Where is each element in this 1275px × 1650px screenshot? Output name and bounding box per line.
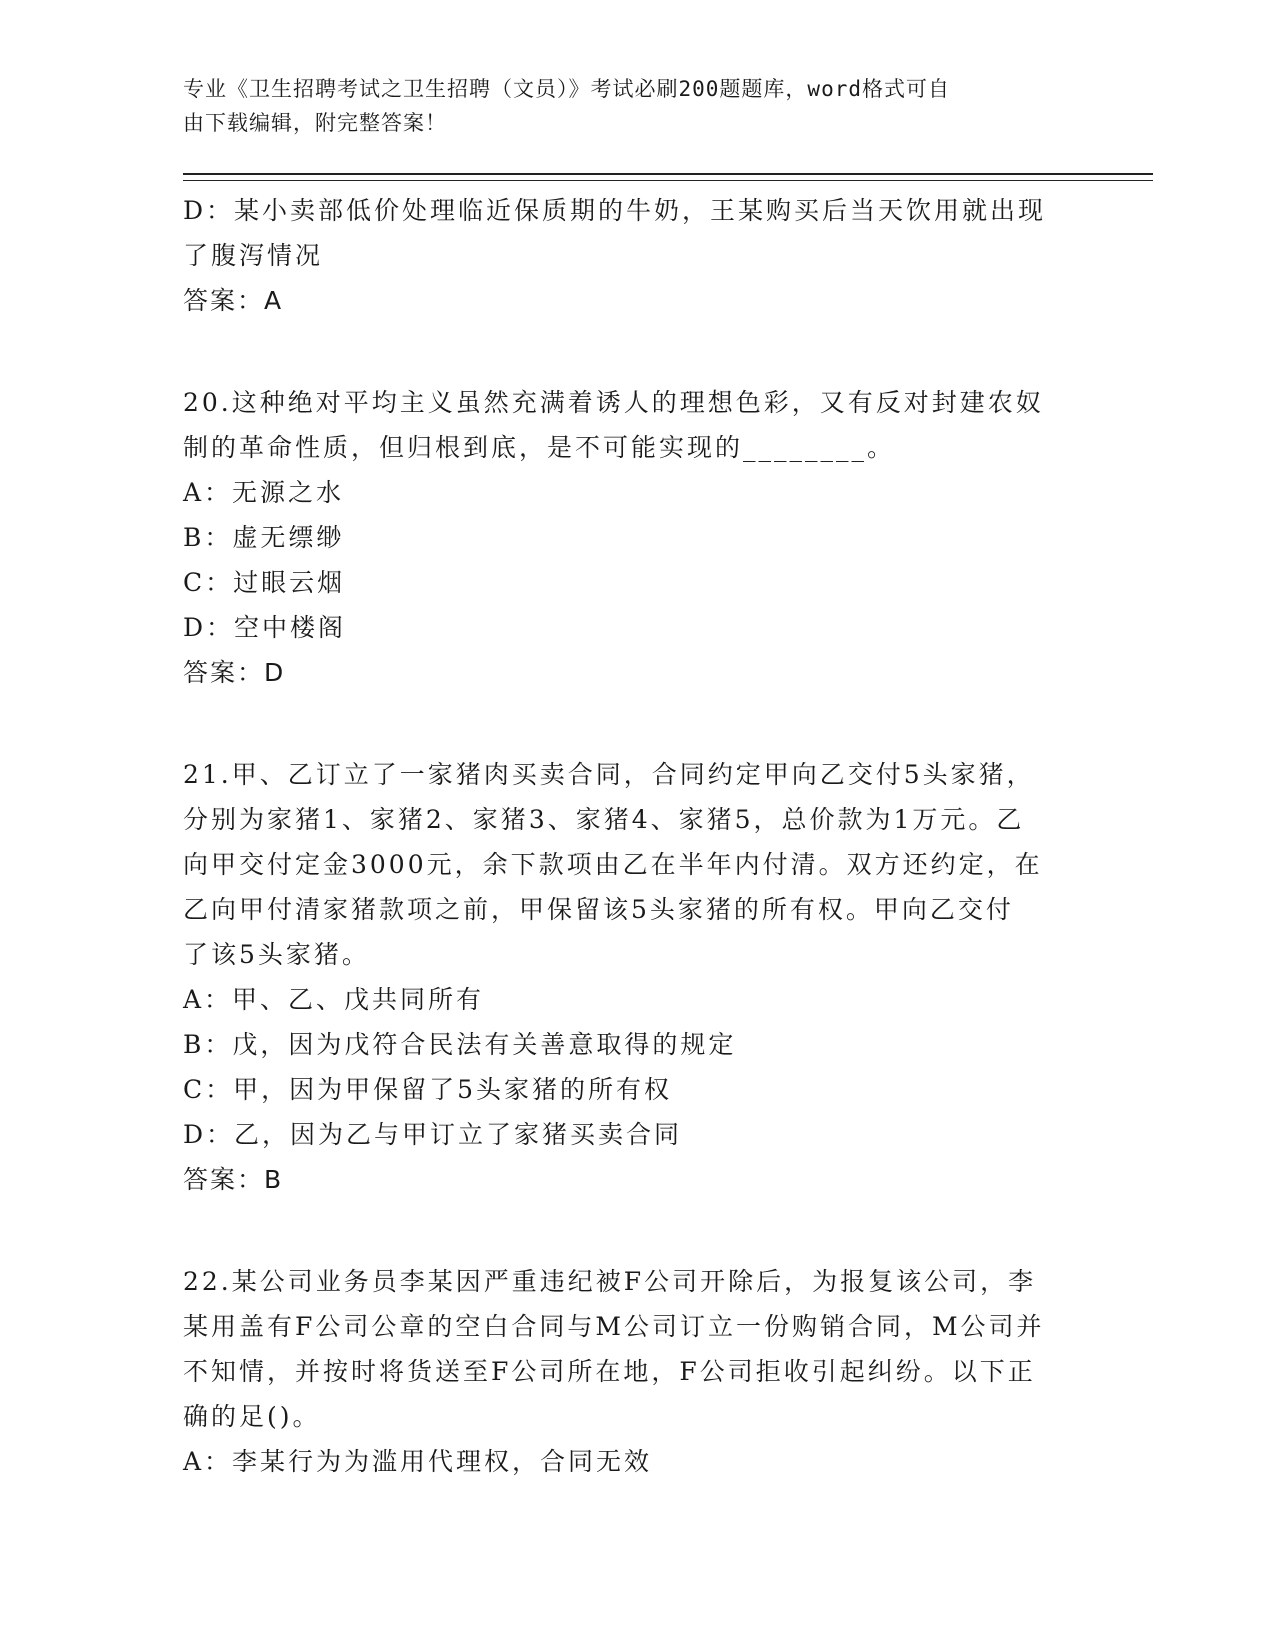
question-21 — [183, 752, 1088, 1202]
option-b: B：虚无缥缈 — [183, 523, 345, 552]
page-header — [183, 72, 1063, 140]
question-stem: 乙向甲付清家猪款项之前，甲保留该5头家猪的所有权。甲向乙交付 — [183, 895, 1014, 924]
question-spacer — [183, 323, 1088, 380]
question-stem: 确的足()。 — [183, 1402, 321, 1431]
document-body — [183, 188, 1088, 1484]
option-c: C：甲，因为甲保留了5头家猪的所有权 — [183, 1075, 673, 1104]
header-divider-thin — [183, 180, 1153, 181]
question-stem: 不知情，并按时将货送至F公司所在地，F公司拒收引起纠纷。以下正 — [183, 1357, 1036, 1386]
question-stem: 21.甲、乙订立了一家猪肉买卖合同，合同约定甲向乙交付5头家猪， — [183, 760, 1035, 789]
question-stem: 分别为家猪1、家猪2、家猪3、家猪4、家猪5，总价款为1万元。乙 — [183, 805, 1025, 834]
option-a: A：甲、乙、戊共同所有 — [183, 985, 485, 1014]
question-spacer — [183, 695, 1088, 752]
option-c: C：过眼云烟 — [183, 568, 346, 597]
answer-line: 答案：A — [183, 286, 284, 315]
answer-line: 答案：B — [183, 1165, 284, 1194]
question-22 — [183, 1259, 1088, 1484]
option-d-continued: 了腹泻情况 — [183, 241, 324, 270]
header-line-1: 专业《卫生招聘考试之卫生招聘（文员）》考试必刷200题题库，word格式可自 — [183, 77, 950, 101]
option-d: D：空中楼阁 — [183, 613, 347, 642]
question-stem: 制的革命性质，但归根到底，是不可能实现的________。 — [183, 433, 896, 462]
question-stem: 某用盖有F公司公章的空白合同与M公司订立一份购销合同，M公司并 — [183, 1312, 1045, 1341]
question-stem: 了该5头家猪。 — [183, 940, 370, 969]
answer-line: 答案：D — [183, 658, 286, 687]
option-a: A：李某行为为滥用代理权，合同无效 — [183, 1447, 653, 1476]
header-line-2: 由下载编辑，附完整答案！ — [183, 111, 447, 135]
question-spacer — [183, 1202, 1088, 1259]
question-stem: 22.某公司业务员李某因严重违纪被F公司开除后，为报复该公司，李 — [183, 1267, 1037, 1296]
option-b: B：戊，因为戊符合民法有关善意取得的规定 — [183, 1030, 737, 1059]
header-divider-thick — [183, 173, 1153, 175]
option-a: A：无源之水 — [183, 478, 345, 507]
question-19-tail — [183, 188, 1088, 323]
option-d: D：乙，因为乙与甲订立了家猪买卖合同 — [183, 1120, 683, 1149]
option-d: D：某小卖部低价处理临近保质期的牛奶，王某购买后当天饮用就出现 — [183, 196, 1047, 225]
question-20 — [183, 380, 1088, 695]
question-stem: 20.这种绝对平均主义虽然充满着诱人的理想色彩，又有反对封建农奴 — [183, 388, 1044, 417]
question-stem: 向甲交付定金3000元，余下款项由乙在半年内付清。双方还约定，在 — [183, 850, 1043, 879]
